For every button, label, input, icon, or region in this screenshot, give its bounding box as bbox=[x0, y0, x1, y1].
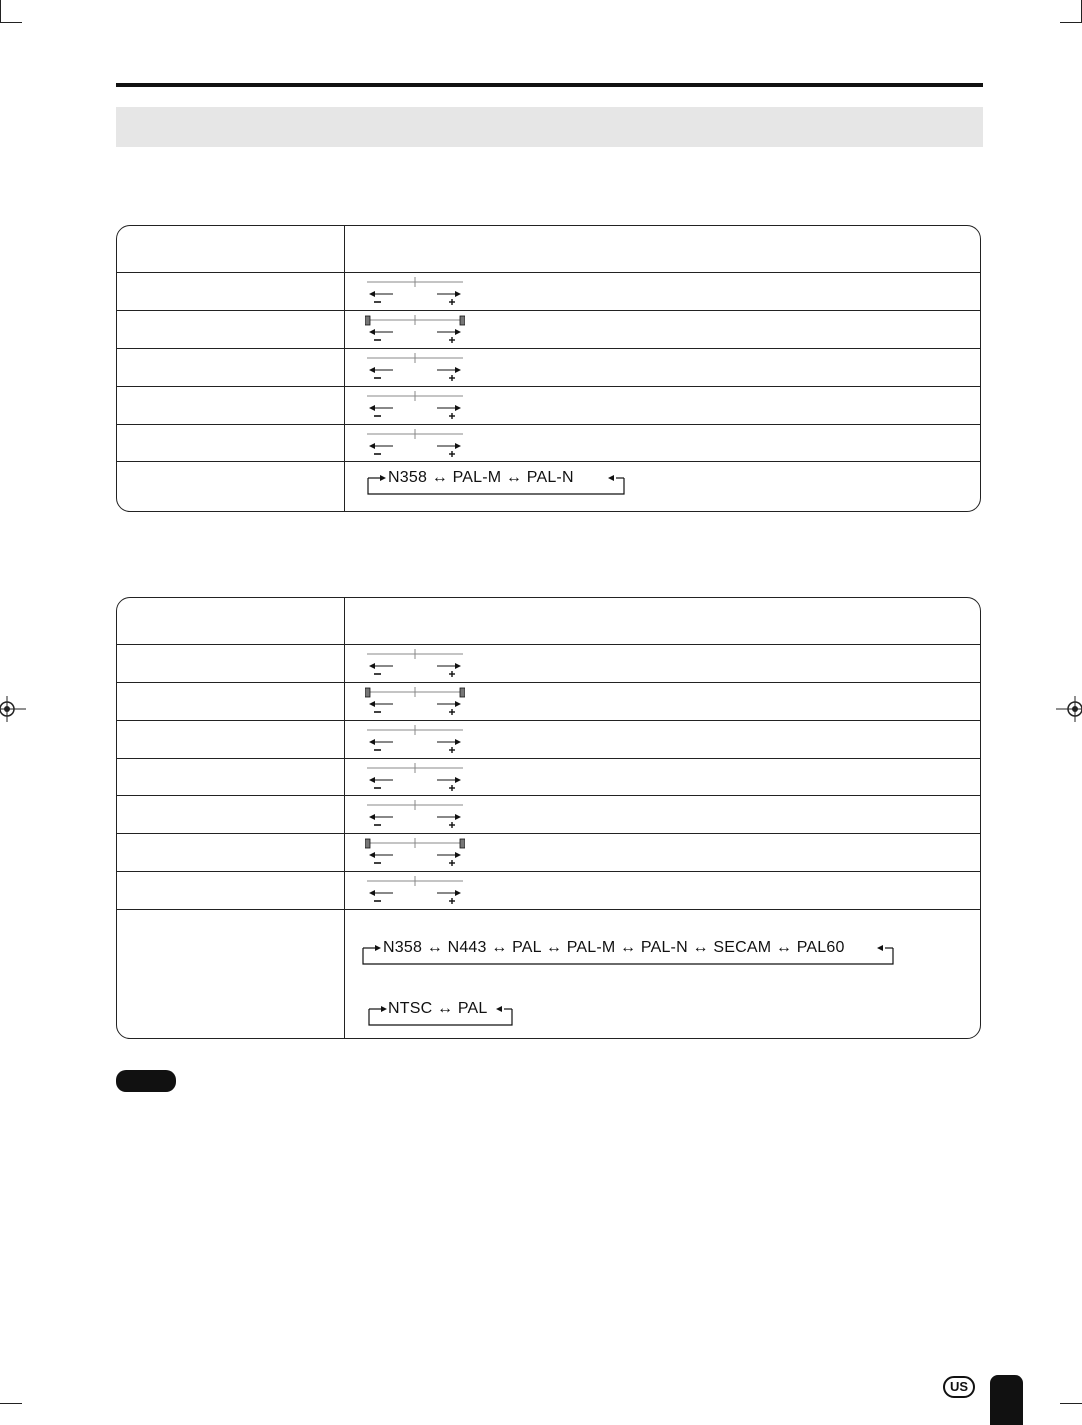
cycle-item: N443 bbox=[447, 939, 487, 956]
cycle-separator-icon: ↔ bbox=[771, 939, 797, 956]
cycle-separator-icon: ↔ bbox=[422, 939, 448, 956]
table-row bbox=[117, 682, 980, 721]
adjustment-slider-icon bbox=[365, 429, 465, 457]
cycle-item: PAL-N bbox=[640, 939, 688, 956]
cycle-item: N358 bbox=[388, 469, 428, 486]
cycle-separator-icon: ↔ bbox=[501, 469, 527, 486]
registration-mark-icon bbox=[0, 694, 26, 724]
cycle-item: PAL60 bbox=[796, 939, 845, 956]
color-system-cycle bbox=[388, 469, 574, 487]
table-row bbox=[117, 386, 980, 425]
table-row bbox=[117, 310, 980, 349]
adjustment-slider-icon bbox=[365, 353, 465, 381]
cycle-separator-icon: ↔ bbox=[541, 939, 567, 956]
cycle-separator-icon: ↔ bbox=[687, 939, 714, 956]
registration-mark-icon bbox=[1056, 694, 1082, 724]
crop-mark bbox=[0, 0, 1, 22]
cycle-item: SECAM bbox=[713, 939, 772, 956]
cycle-item: PAL bbox=[457, 1000, 488, 1017]
table-row bbox=[117, 348, 980, 387]
crop-mark bbox=[1060, 1403, 1082, 1404]
color-system-cycle bbox=[383, 939, 845, 957]
color-system-cycle bbox=[388, 1000, 488, 1018]
cycle-separator-icon: ↔ bbox=[486, 939, 513, 956]
table-row bbox=[117, 644, 980, 683]
cycle-separator-icon: ↔ bbox=[427, 469, 453, 486]
adjustment-slider-icon bbox=[365, 277, 465, 305]
table-row bbox=[117, 909, 980, 1039]
adjustment-slider-icon bbox=[365, 649, 465, 677]
table-row bbox=[117, 424, 980, 462]
settings-table-2 bbox=[116, 597, 981, 1039]
cycle-item: PAL-M bbox=[452, 469, 502, 486]
adjustment-slider-icon bbox=[365, 800, 465, 828]
adjustment-slider-icon bbox=[365, 391, 465, 419]
adjustment-slider-icon bbox=[365, 315, 465, 343]
crop-mark bbox=[1060, 22, 1082, 23]
crop-mark bbox=[0, 22, 22, 23]
cycle-item: PAL bbox=[512, 939, 542, 956]
cycle-item: NTSC bbox=[388, 1000, 433, 1017]
cycle-item: PAL-M bbox=[566, 939, 616, 956]
adjustment-slider-icon bbox=[365, 687, 465, 715]
region-badge: US bbox=[943, 1376, 975, 1398]
table-row bbox=[117, 795, 980, 834]
cycle-item: N358 bbox=[383, 939, 423, 956]
adjustment-slider-icon bbox=[365, 838, 465, 866]
adjustment-slider-icon bbox=[365, 725, 465, 753]
adjustment-slider-icon bbox=[365, 763, 465, 791]
section-header-band bbox=[116, 107, 983, 147]
cycle-item: PAL-N bbox=[526, 469, 574, 486]
table-row bbox=[117, 758, 980, 796]
cycle-separator-icon: ↔ bbox=[432, 1000, 458, 1017]
table-row bbox=[117, 272, 980, 311]
adjustment-slider-icon bbox=[365, 876, 465, 904]
table-header-row bbox=[117, 226, 980, 272]
table-header-row bbox=[117, 598, 980, 644]
cycle-separator-icon: ↔ bbox=[615, 939, 641, 956]
table-row bbox=[117, 871, 980, 910]
settings-table-1 bbox=[116, 225, 981, 512]
table-row bbox=[117, 720, 980, 759]
table-row bbox=[117, 461, 980, 512]
crop-mark bbox=[0, 1403, 22, 1404]
note-label-pill bbox=[116, 1070, 176, 1092]
top-rule bbox=[116, 83, 983, 87]
page-number-tab bbox=[990, 1375, 1023, 1425]
table-row bbox=[117, 833, 980, 872]
